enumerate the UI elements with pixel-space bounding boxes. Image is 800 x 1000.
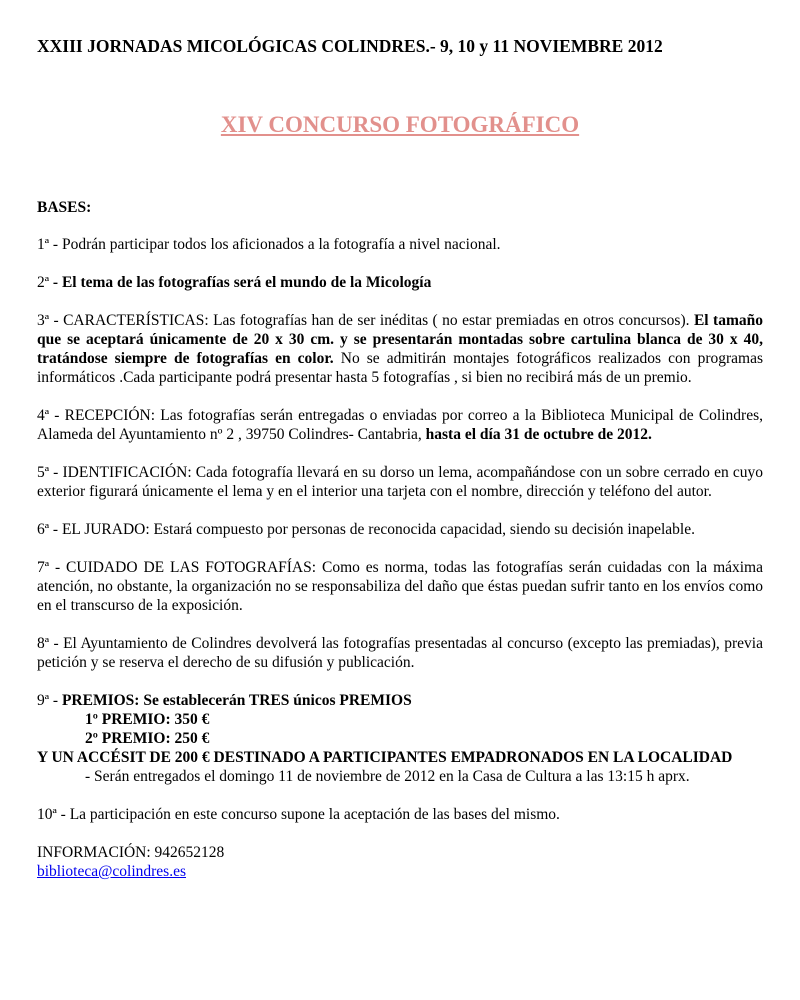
prize-1	[37, 710, 763, 729]
rule-2	[37, 273, 763, 292]
rule-7-text: CUIDADO DE LAS FOTOGRAFÍAS: Como es norma, todas las fotografías serán cuidadas con la máxima atención, no obstante, la organización no se responsabiliza del daño que éstas puedan sufrir tanto en los envíos como en el transcurso de la exposición.	[37, 559, 763, 614]
rule-1	[37, 235, 763, 254]
rule-8-number: 8ª -	[37, 635, 59, 652]
rule-10-number: 10ª -	[37, 806, 66, 823]
accesit	[37, 748, 763, 767]
rule-7-number: 7ª -	[37, 559, 61, 576]
rule-8-text: El Ayuntamiento de Colindres devolverá las fotografías presentadas al concurso (excepto las premiadas), previa petición y se reserva el derecho de su difusión y publicación.	[37, 635, 763, 671]
rule-2-number: 2ª	[37, 274, 50, 291]
rule-5	[37, 463, 763, 501]
email-link[interactable]: biblioteca@colindres.es	[37, 863, 186, 880]
bases-label-text: BASES:	[37, 199, 92, 216]
rule-6-text: EL JURADO: Estará compuesto por personas de reconocida capacidad, siendo su decisión inapelable.	[58, 521, 695, 538]
rule-3-text-2: No se admitirán montajes fotográficos realizados con programas informáticos .Cada participante podrá presentar hasta 5 fotografías , si bien no recibirá más de un premio.	[37, 350, 763, 386]
rule-4-text: RECEPCIÓN: Las fotografías serán entregadas o enviadas por correo a la Biblioteca Municipal de Colindres, Alameda del Ayuntamiento nº 2 , 39750 Colindres- Cantabria,	[37, 407, 763, 443]
info-phone: INFORMACIÓN: 942652128	[37, 844, 225, 861]
rule-3-number: 3ª -	[37, 312, 59, 329]
rule-6-number: 6ª -	[37, 521, 59, 538]
rule-9	[37, 691, 763, 710]
prize-delivery: - Serán entregados el domingo 11 de noviembre de 2012 en la Casa de Cultura a las 13:15 h aprx.	[85, 768, 690, 785]
rule-5-number: 5ª -	[37, 464, 59, 481]
accesit-text: Y UN ACCÉSIT DE 200 € DESTINADO A PARTICIPANTES EMPADRONADOS EN LA LOCALIDAD	[37, 749, 733, 766]
rule-3-bold: El tamaño que se aceptará únicamente de 20 x 30 cm. y se presentarán montadas sobre cartulina blanca de 30 x 40, tratándose siempre de fotografías en color.	[37, 312, 763, 367]
rule-10	[37, 805, 763, 824]
rule-1-number: 1ª -	[37, 236, 59, 253]
rule-1-text: Podrán participar todos los aficionados a la fotografía a nivel nacional.	[58, 236, 501, 253]
rule-10-text: La participación en este concurso supone la aceptación de las bases del mismo.	[65, 806, 560, 823]
rule-6	[37, 520, 763, 539]
rule-4-number: 4ª -	[37, 407, 60, 424]
info-email-line	[37, 862, 763, 881]
document-body	[37, 198, 763, 881]
prize-1-text: 1º PREMIO: 350 €	[85, 711, 210, 728]
rule-9-bold: PREMIOS: Se establecerán TRES únicos PREMIOS	[58, 692, 412, 709]
rule-8	[37, 634, 763, 672]
contest-title: XIV CONCURSO FOTOGRÁFICO	[220, 112, 580, 137]
rule-4-bold: hasta el día 31 de octubre de 2012.	[425, 426, 652, 443]
rule-2-bold: - El tema de las fotografías será el mundo de la Micología	[49, 274, 432, 291]
rule-3-text-1: CARACTERÍSTICAS: Las fotografías han de ser inéditas ( no estar premiadas en otros concursos).	[58, 312, 694, 329]
rule-3	[37, 311, 763, 387]
rule-4	[37, 406, 763, 444]
rule-7	[37, 558, 763, 615]
rule-5-text: IDENTIFICACIÓN: Cada fotografía llevará en su dorso un lema, acompañándose con un sobre cerrado en cuyo exterior figurará únicamente el lema y en el interior una tarjeta con el nombre, dirección y teléfono del autor.	[37, 464, 763, 500]
prize-2-text: 2º PREMIO: 250 €	[85, 730, 210, 747]
rule-9-number: 9ª -	[37, 692, 59, 709]
event-header: XXIII JORNADAS MICOLÓGICAS COLINDRES.- 9, 10 y 11 NOVIEMBRE 2012	[37, 36, 663, 56]
prize-2	[37, 729, 763, 748]
bases-label	[37, 198, 763, 217]
